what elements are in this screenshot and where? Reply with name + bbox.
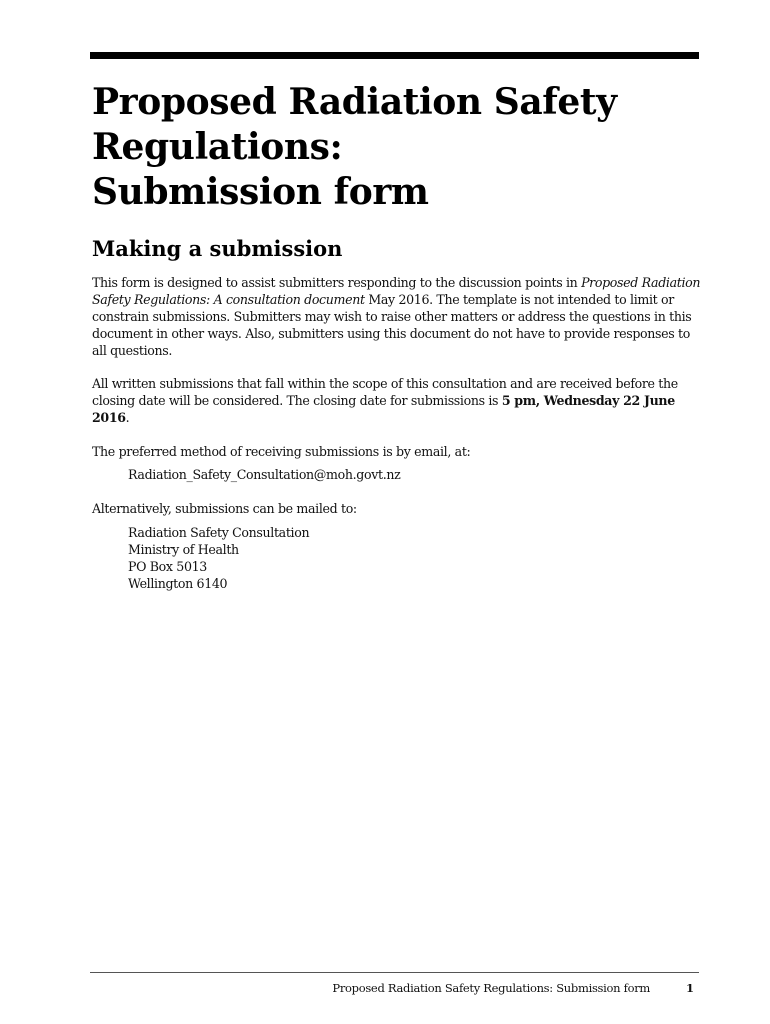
title-line-3: Submission form: [92, 171, 429, 213]
closing-text-before: All written submissions that fall within the scope of this consultation and are received before the closing date will be considered. The closing date for submissions is: [92, 376, 678, 408]
intro-paragraph: [92, 274, 702, 359]
address-line-3: PO Box 5013: [128, 559, 207, 574]
closing-text-after: .: [125, 410, 130, 425]
top-rule: [90, 52, 699, 59]
section-heading: Making a submission: [92, 236, 343, 261]
intro-text-after: May 2016. The template is not intended to limit or constrain submissions. Submitters may wish to raise other matters or address the questions in this document in other ways. Also, submitters using this document do not have to provide responses to all questions.: [92, 292, 692, 358]
title-line-1: Proposed Radiation Safety: [92, 81, 617, 123]
email-method-paragraph: The preferred method of receiving submissions is by email, at:: [92, 444, 471, 459]
closing-date-paragraph: [92, 375, 702, 426]
mail-method-paragraph: Alternatively, submissions can be mailed to:: [92, 501, 357, 516]
postal-address: [128, 524, 309, 592]
footer-title: Proposed Radiation Safety Regulations: Submission form: [332, 981, 650, 995]
address-line-4: Wellington 6140: [128, 576, 228, 591]
submission-email: Radiation_Safety_Consultation@moh.govt.nz: [128, 467, 401, 482]
intro-text-before: This form is designed to assist submitters responding to the discussion points in: [92, 275, 582, 290]
document-title: [92, 80, 692, 215]
footer-rule: [90, 972, 699, 973]
page-number: 1: [686, 981, 695, 995]
closing-date: 5 pm, Wednesday 22 June 2016: [92, 393, 675, 425]
consultation-document-title: Proposed Radiation Safety Regulations: A consultation document: [92, 275, 701, 307]
title-line-2: Regulations:: [92, 126, 343, 168]
address-line-1: Radiation Safety Consultation: [128, 525, 310, 540]
address-line-2: Ministry of Health: [128, 542, 239, 557]
